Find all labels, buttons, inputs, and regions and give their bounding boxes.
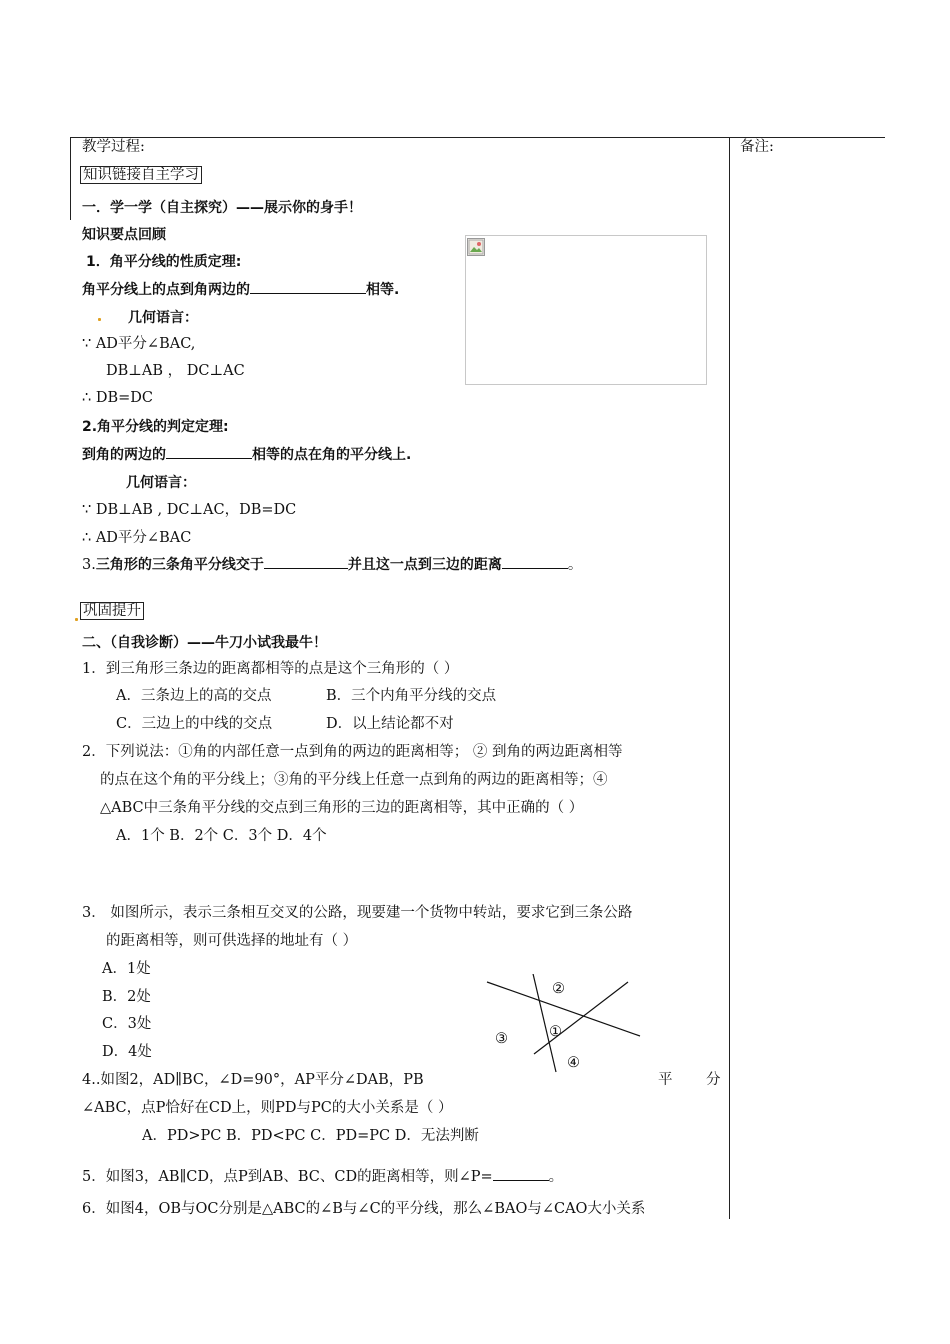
left-rule — [70, 137, 71, 220]
region-label-4: ④ — [567, 1055, 580, 1071]
process-label: 教学过程: — [82, 139, 145, 155]
region-label-1: ① — [549, 1024, 562, 1040]
theorem2-text-b: 相等的点在角的平分线上. — [252, 447, 412, 463]
theorem2-line2: ∴ AD平分∠BAC — [82, 530, 192, 546]
theorem1-line3: ∴ DB=DC — [82, 390, 153, 406]
blank-line — [250, 280, 366, 294]
q3-line1: 3． 如图所示，表示三条相互交叉的公路，现要建一个货物中转站，要求它到三条公路 — [82, 905, 633, 921]
q4-line1-end-a: 平 — [658, 1072, 673, 1088]
blank-line — [493, 1167, 549, 1181]
blank-line — [166, 445, 252, 459]
theorem1-text-b: 相等. — [366, 282, 400, 298]
stray-dot — [98, 318, 101, 321]
section-tag-knowledge — [80, 165, 202, 185]
item3-text-b: 并且这一点到三边的距离 — [347, 557, 502, 573]
item3-text-a: 三角形的三条角平分线交于 — [95, 557, 264, 573]
q3-option-d: D．4处 — [102, 1044, 152, 1060]
section-tag-text: 巩固提升 — [80, 602, 144, 620]
item3-end: 。 — [567, 557, 583, 573]
q1-option-d: D．以上结论都不对 — [326, 716, 454, 732]
broken-image-icon — [467, 238, 485, 256]
q4-line1-end-b: 分 — [706, 1072, 721, 1088]
q1-stem: 1．到三角形三条边的距离都相等的点是这个三角形的（ ） — [82, 661, 459, 677]
theorem1-text-a: 角平分线上的点到角两边的 — [82, 282, 250, 298]
q4-options: A．PD>PC B．PD<PC C．PD=PC D．无法判断 — [142, 1128, 479, 1144]
theorem2-text — [82, 444, 411, 464]
q3-option-b: B．2处 — [102, 989, 151, 1005]
broken-image-icon-svg — [468, 239, 484, 255]
q5-line — [82, 1167, 563, 1187]
q3-option-a: A．1处 — [102, 961, 151, 977]
geo-language-label: 几何语言： — [128, 310, 198, 326]
q5-end: 。 — [548, 1169, 564, 1185]
road-line-3 — [534, 982, 628, 1054]
region-label-3: ③ — [495, 1031, 508, 1047]
section1-title: 一．学一学（自主探究）——展示你的身手！ — [82, 200, 362, 216]
q2-line1: 2．下列说法：①角的内部任意一点到角的两边的距离相等； ② 到角的两边距离相等 — [82, 744, 623, 760]
q1-option-c: C．三边上的中线的交点 — [116, 716, 273, 732]
section-tag-consolidate — [80, 601, 144, 621]
item3-num: 3. — [82, 557, 96, 573]
region-label-2: ② — [552, 981, 565, 997]
remarks-label: 备注: — [740, 139, 774, 155]
q2-line2: 的点在这个角的平分线上；③角的平分线上任意一点到角的两边的距离相等；④ — [100, 772, 608, 788]
section1-subtitle: 知识要点回顾 — [82, 227, 166, 243]
q4-line2: ∠ABC，点P恰好在CD上，则PD与PC的大小关系是（ ） — [82, 1100, 453, 1116]
q4-line1: 4..如图2，AD∥BC，∠D=90°，AP平分∠DAB，PB — [82, 1072, 424, 1088]
theorem2-line1: ∵ DB⊥AB , DC⊥AC，DB=DC — [82, 502, 297, 518]
blank-line — [264, 555, 348, 569]
q2-line3: △ABC中三条角平分线的交点到三角形的三边的距离相等，其中正确的（ ） — [100, 800, 584, 816]
section2-title: 二、（自我诊断）——牛刀小试我最牛！ — [82, 635, 327, 651]
q3-line2: 的距离相等，则可供选择的地址有（ ） — [106, 933, 358, 949]
theorem1-text — [82, 279, 399, 299]
q1-option-b: B．三个内角平分线的交点 — [326, 688, 497, 704]
section-tag-text: 知识链接自主学习 — [80, 166, 202, 184]
q3-option-c: C．3处 — [102, 1016, 152, 1032]
geo-language-label-2: 几何语言： — [126, 475, 196, 491]
theorem2-title: 2.角平分线的判定定理: — [82, 419, 229, 435]
q6-line: 6．如图4，OB与OC分别是△ABC的∠B与∠C的平分线，那么∠BAO与∠CAO大小关系 — [82, 1201, 646, 1217]
stray-dot — [75, 618, 78, 621]
blank-line — [502, 555, 568, 569]
q1-option-a: A．三条边上的高的交点 — [116, 688, 272, 704]
theorem1-title: 1．角平分线的性质定理: — [86, 254, 242, 270]
theorem1-line2: DB⊥AB ， DC⊥AC — [106, 363, 245, 379]
item3-line — [82, 555, 582, 575]
theorem1-line1: ∵ AD平分∠BAC, — [82, 336, 196, 352]
figure-placeholder — [465, 235, 707, 385]
column-divider — [729, 137, 730, 1219]
q5-text: 5．如图3，AB∥CD，点P到AB、BC、CD的距离相等，则∠P= — [82, 1169, 493, 1185]
q2-options: A．1个 B．2个 C．3个 D．4个 — [116, 828, 327, 844]
theorem2-text-a: 到角的两边的 — [82, 447, 166, 463]
